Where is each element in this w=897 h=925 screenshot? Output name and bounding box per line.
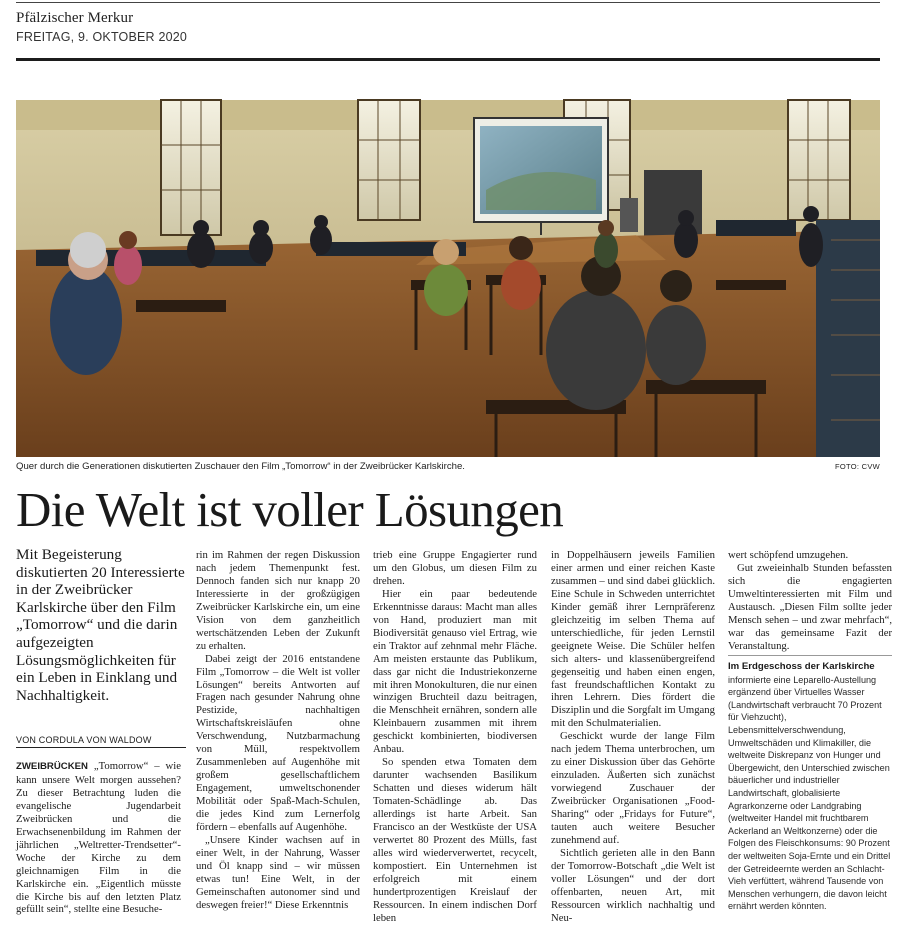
newspaper-name: Pfälzischer Merkur xyxy=(16,10,134,26)
publication-date: FREITAG, 9. OKTOBER 2020 xyxy=(16,30,188,44)
info-box-rule xyxy=(728,655,892,656)
paragraph: Hier ein paar bedeutende Erkenntnisse daraus: Macht man alles von Hand, produziert man mit Biodiversität genauso viel Ertrag, wie ein Traktor auf zehnmal mehr Fläche. Am meisten erstaunte das Publikum, dass gar nicht die Industriekonzerne mit ihren Monokulturen, die nur einen winzigen Bruchteil dazu beitragen, die Menschheit ernähren, sondern alle Kleinbauern zusammen mit ihrem geschickt kombinierten, biodiversen Anbau. xyxy=(373,587,537,756)
dateline: ZWEIBRÜCKEN xyxy=(16,761,88,772)
paragraph: „Unsere Kinder wachsen auf in einer Welt, in der Nahrung, Wasser und Öl knapp sind – wir müssen etwas tun! Eine Welt, in der Gemeinschaften autonomer sind und deswegen freier!“ Diese Erkenntnis xyxy=(196,833,360,911)
masthead-rule xyxy=(16,58,880,61)
top-rule xyxy=(16,2,880,3)
masthead xyxy=(16,10,880,44)
paragraph xyxy=(16,760,181,916)
info-box-kicker: Im Erdgeschoss der Karlskirche xyxy=(728,661,875,672)
article-lead: Mit Begeisterung diskutierten 20 Interessierte in der Zweibrücker Karlskirche über den Film „Tomorrow“ und die darin aufgezeigten Lösungsmöglichkeiten für ein Leben in Einklang und Nachhaltigkeit. xyxy=(16,546,185,704)
info-box-text: informierte eine Leparello-Austellung ergänzend über Virtuelles Wasser (Landwirtschaft verbraucht 70 Prozent für Viehzucht), Lebensmittelverschwendung, Umweltschäden und Klimakiller, die weltweite Diskrepanz von Hunger und Übergewicht, den Unterschied zwischen bäuerlicher und industrieller Landwirtschaft, globalisierte Agrarkonzerne oder Landgrabing (weltweiter Handel mit fruchtbarem Ackerland an Weltkonzerne) oder die Folgen des Fleischkonsums: 90 Prozent der weltweiten Soja-Ernte und ein Drittel der Getreideernte werden an Schlacht-Vieh verfüttert, während Tausende von Menschen verhungern, die davon leicht ernährt werden könnten. xyxy=(728,674,891,912)
author-byline: VON CORDULA VON WALDOW xyxy=(16,735,186,748)
article-column-3 xyxy=(373,549,537,924)
paragraph: Geschickt wurde der lange Film nach jedem Thema unterbrochen, um zu einer Diskussion über das Gehörte einzuladen. Äußerten sich zunächst vorwiegend Zuschauer der Zweibrücker Organisationen „Food-Sharing“ oder „Fridays for Future“, tauten auch weitere Besucher zunehmend auf. xyxy=(551,730,715,846)
caption-text: Quer durch die Generationen diskutierten Zuschauer den Film „Tomorrow“ in der Zweibrücker Karlskirche. xyxy=(16,461,465,472)
paragraph-text: „Tomorrow“ – wie kann unsere Welt morgen aussehen? Zu dieser Betrachtung luden die evangelische Jugendarbeit Zweibrücken und die Erwachsenenbildung im Rahmen der jährlichen „Weltretter-Trendsetter“-Woche der Kirche zu dem gleichnamigen Film in die Karlskirche ein. „Eigentlich müsste die Kirche bis auf den letzten Platz gefüllt sein“, stellte eine Besuche- xyxy=(16,760,181,916)
article-column-5 xyxy=(728,549,892,653)
article-column-1 xyxy=(16,760,181,916)
article-column-2 xyxy=(196,549,360,911)
photo-credit: FOTO: CVW xyxy=(834,462,880,471)
paragraph: Gut zweieinhalb Stunden befassten sich die engagierten Umweltinteressierten mit Film und Austausch. „Diesen Film sollte jeder Mensch sehen – und zwar mehrfach“, war das gemeinsame Fazit der Veranstaltung. xyxy=(728,561,892,652)
paragraph: trieb eine Gruppe Engagierter rund um den Globus, um diesen Film zu drehen. xyxy=(373,549,537,587)
paragraph: in Doppelhäusern jeweils Familien einer armen und einer reichen Kaste zusammen – und sind dabei glücklich. Eine Schule in Schweden unterrichtet Kinder gemäß ihrer Lernpräferenz gleichzeitig im selben Thema auf unterschiedliche, für jeden Lernstil geeignete Weise. Die Schüler helfen sich alters- und klassenübergreifend gegenseitig und haben einen engen, fast freundschaftlichen Kontakt zu ihren Lehrern. Dies fördert die Disziplin und die Sorgfalt im Umgang mit den Schulmaterialien. xyxy=(551,549,715,730)
paragraph: Sichtlich gerieten alle in den Bann der Tomorrow-Botschaft „die Welt ist voller Lösungen“ und der dort offenbarten, neuen Art, mit Ressourcen wirklich nachhaltig und Neu- xyxy=(551,846,715,924)
audience-watching-film-photo xyxy=(16,100,880,457)
paragraph: wert schöpfend umzugehen. xyxy=(728,549,849,561)
article-column-4 xyxy=(551,549,715,924)
paragraph: So spenden etwa Tomaten dem darunter wachsenden Basilikum Schatten und dieses widerum hält Tomaten-Schädlinge ab. Das allerdings ist harte Arbeit. San Francisco an der Westküste der USA verwertet 80 Prozent des Mülls, fast alles wird wiederverwertet, recycelt, kompostiert. Ein Unternehmen ist erfolgreich mit einem hundertprozentigen Kreislauf der Ressourcen. In einem indischen Dorf leben xyxy=(373,756,537,924)
article-photo xyxy=(16,100,880,457)
info-box xyxy=(728,660,892,913)
paragraph: Dabei zeigt der 2016 entstandene Film „Tomorrow – die Welt ist voller Lösungen“ bereits Antworten auf Fragen nach gesunder Nahrung ohne Pestizide, nachhaltigen Wirtschaftskreisläufen ohne Verschwendung, Nutzbarmachung von Müll, respektvollem Zusammenleben auf Augenhöhe mit großem gesellschaftlichem Engagement, umweltschonender Mobilität oder Spaß-Mach-Schulen, die jedes Kind zum Lernerfolg fördern – ebenfalls auf Augenhöhe. xyxy=(196,652,360,834)
paragraph: rin im Rahmen der regen Diskussion nach jedem Themenpunkt fest. Dennoch fanden sich nur knapp 20 Interessierte in der großzügigen Zweibrücker Karlskirche ein, um eine Vision von dem ganzheitlich wertschätzenden Leben der Zukunft zu erhalten. xyxy=(196,549,360,652)
photo-caption xyxy=(16,461,880,472)
article-headline: Die Welt ist voller Lösungen xyxy=(16,482,564,537)
